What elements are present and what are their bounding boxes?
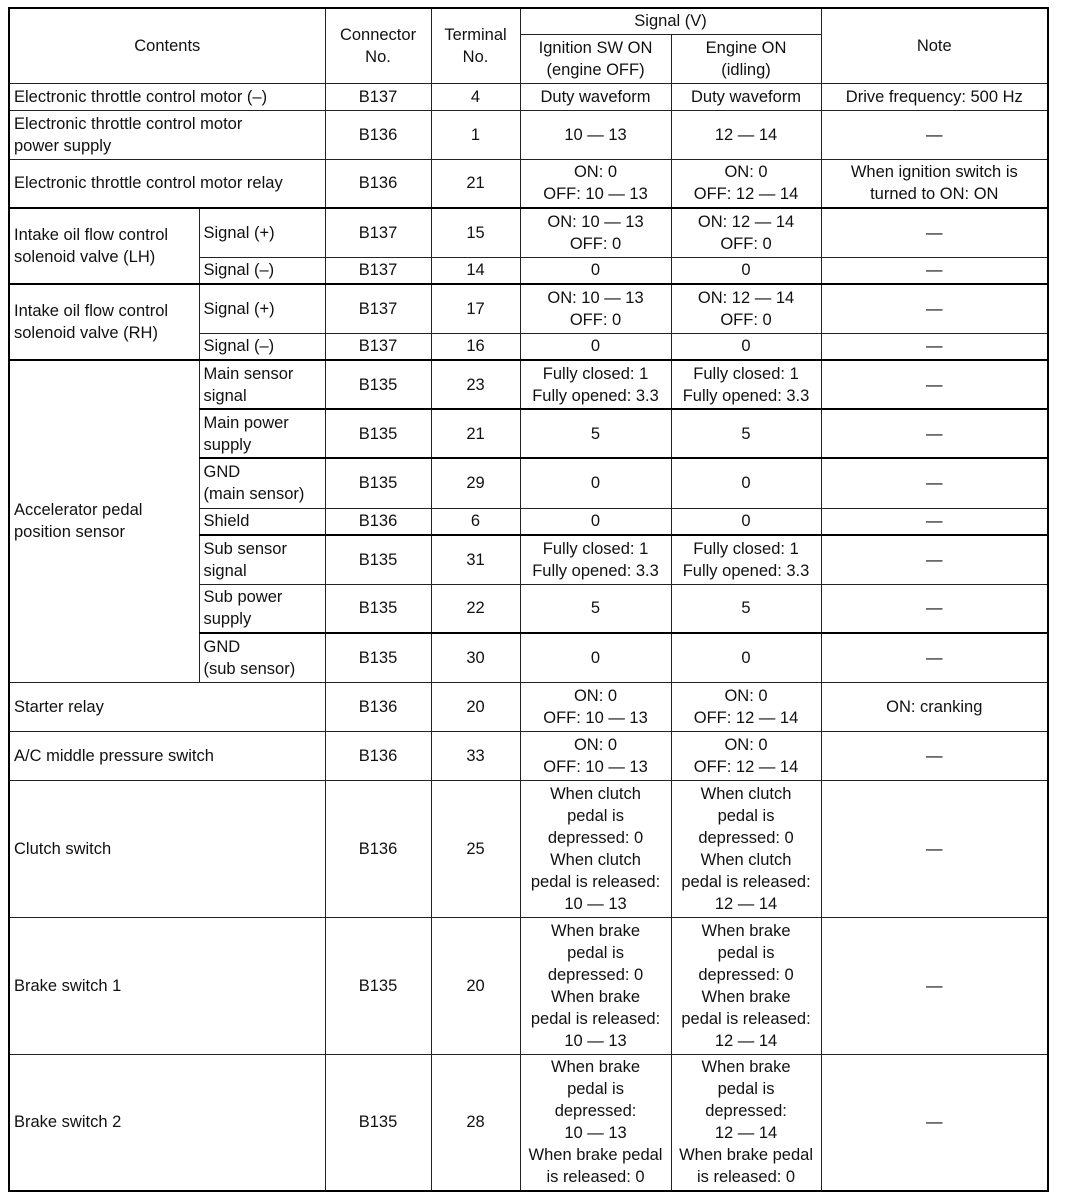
connector-cell: B135 — [325, 458, 431, 508]
engine-on-cell: ON: 12 — 14 OFF: 0 — [671, 284, 821, 333]
note-cell: — — [821, 508, 1048, 535]
terminal-signal-table — [8, 7, 1049, 1192]
connector-cell: B136 — [325, 159, 431, 208]
ign-on-cell: 5 — [520, 409, 671, 458]
sub-item-cell: Main power supply — [199, 409, 325, 458]
ign-on-cell: Fully closed: 1 Fully opened: 3.3 — [520, 360, 671, 409]
terminal-cell: 6 — [431, 508, 520, 535]
note-cell: — — [821, 633, 1048, 682]
sub-item-cell: Sub power supply — [199, 584, 325, 633]
note-cell: — — [821, 360, 1048, 409]
ign-on-cell: ON: 10 — 13 OFF: 0 — [520, 208, 671, 257]
terminal-cell: 4 — [431, 83, 520, 110]
ign-on-cell: ON: 0 OFF: 10 — 13 — [520, 682, 671, 731]
engine-on-cell: 0 — [671, 458, 821, 508]
ign-on-cell: 0 — [520, 633, 671, 682]
engine-on-cell: 0 — [671, 508, 821, 535]
sub-item-cell: GND (main sensor) — [199, 458, 325, 508]
connector-cell: B136 — [325, 731, 431, 780]
engine-on-cell: 0 — [671, 633, 821, 682]
note-cell: Drive frequency: 500 Hz — [821, 83, 1048, 110]
contents-cell: Starter relay — [9, 682, 325, 731]
connector-cell: B137 — [325, 284, 431, 333]
engine-on-cell: ON: 0 OFF: 12 — 14 — [671, 159, 821, 208]
header-contents: Contents — [9, 8, 325, 83]
connector-cell: B136 — [325, 780, 431, 917]
header-row-1 — [9, 8, 1048, 34]
ign-on-cell: 10 — 13 — [520, 110, 671, 159]
sub-item-cell: Signal (–) — [199, 257, 325, 284]
terminal-cell: 29 — [431, 458, 520, 508]
terminal-cell: 20 — [431, 917, 520, 1054]
note-cell: — — [821, 780, 1048, 917]
table-row — [9, 360, 1048, 409]
connector-cell: B135 — [325, 360, 431, 409]
terminal-cell: 31 — [431, 535, 520, 584]
terminal-cell: 22 — [431, 584, 520, 633]
table-row — [9, 780, 1048, 917]
ign-on-cell: ON: 0 OFF: 10 — 13 — [520, 731, 671, 780]
table-row — [9, 682, 1048, 731]
terminal-cell: 23 — [431, 360, 520, 409]
header-terminal: Terminal No. — [431, 8, 520, 83]
note-cell: — — [821, 458, 1048, 508]
connector-cell: B137 — [325, 333, 431, 360]
terminal-cell: 17 — [431, 284, 520, 333]
sub-item-cell: Sub sensor signal — [199, 535, 325, 584]
engine-on-cell: ON: 0 OFF: 12 — 14 — [671, 682, 821, 731]
sub-item-cell: Shield — [199, 508, 325, 535]
table-row — [9, 208, 1048, 257]
header-ign-on: Ignition SW ON (engine OFF) — [520, 34, 671, 83]
contents-cell: A/C middle pressure switch — [9, 731, 325, 780]
terminal-cell: 20 — [431, 682, 520, 731]
contents-cell: Electronic throttle control motor power supply — [9, 110, 325, 159]
note-cell: — — [821, 584, 1048, 633]
note-cell: — — [821, 333, 1048, 360]
terminal-cell: 14 — [431, 257, 520, 284]
terminal-cell: 16 — [431, 333, 520, 360]
ign-on-cell: Duty waveform — [520, 83, 671, 110]
sub-item-cell: Signal (+) — [199, 208, 325, 257]
engine-on-cell: Fully closed: 1 Fully opened: 3.3 — [671, 360, 821, 409]
connector-cell: B136 — [325, 110, 431, 159]
ign-on-cell: When brake pedal is depressed: 10 — 13 When brake pedal is released: 0 — [520, 1054, 671, 1191]
contents-cell: Brake switch 2 — [9, 1054, 325, 1191]
terminal-cell: 15 — [431, 208, 520, 257]
ign-on-cell: 0 — [520, 458, 671, 508]
engine-on-cell: When brake pedal is depressed: 0 When brake pedal is released: 12 — 14 — [671, 917, 821, 1054]
note-cell: — — [821, 110, 1048, 159]
note-cell: When ignition switch is turned to ON: ON — [821, 159, 1048, 208]
contents-cell: Electronic throttle control motor (–) — [9, 83, 325, 110]
terminal-cell: 30 — [431, 633, 520, 682]
sub-item-cell: Signal (–) — [199, 333, 325, 360]
header-connector: Connector No. — [325, 8, 431, 83]
contents-cell: Accelerator pedal position sensor — [9, 360, 199, 682]
note-cell: — — [821, 731, 1048, 780]
contents-cell: Brake switch 1 — [9, 917, 325, 1054]
note-cell: — — [821, 208, 1048, 257]
connector-cell: B135 — [325, 409, 431, 458]
ign-on-cell: When brake pedal is depressed: 0 When brake pedal is released: 10 — 13 — [520, 917, 671, 1054]
terminal-cell: 21 — [431, 409, 520, 458]
engine-on-cell: ON: 12 — 14 OFF: 0 — [671, 208, 821, 257]
note-cell: — — [821, 1054, 1048, 1191]
engine-on-cell: 0 — [671, 257, 821, 284]
table-row — [9, 1054, 1048, 1191]
connector-cell: B137 — [325, 208, 431, 257]
connector-cell: B135 — [325, 535, 431, 584]
ign-on-cell: When clutch pedal is depressed: 0 When clutch pedal is released: 10 — 13 — [520, 780, 671, 917]
engine-on-cell: 12 — 14 — [671, 110, 821, 159]
table-row — [9, 284, 1048, 333]
terminal-cell: 28 — [431, 1054, 520, 1191]
connector-cell: B135 — [325, 917, 431, 1054]
table-row — [9, 917, 1048, 1054]
table-row — [9, 83, 1048, 110]
engine-on-cell: 0 — [671, 333, 821, 360]
sub-item-cell: Signal (+) — [199, 284, 325, 333]
terminal-cell: 1 — [431, 110, 520, 159]
engine-on-cell: Duty waveform — [671, 83, 821, 110]
engine-on-cell: Fully closed: 1 Fully opened: 3.3 — [671, 535, 821, 584]
ign-on-cell: 0 — [520, 508, 671, 535]
ign-on-cell: Fully closed: 1 Fully opened: 3.3 — [520, 535, 671, 584]
ign-on-cell: 5 — [520, 584, 671, 633]
header-signal: Signal (V) — [520, 8, 821, 34]
engine-on-cell: When brake pedal is depressed: 12 — 14 When brake pedal is released: 0 — [671, 1054, 821, 1191]
connector-cell: B135 — [325, 633, 431, 682]
sub-item-cell: GND (sub sensor) — [199, 633, 325, 682]
terminal-cell: 33 — [431, 731, 520, 780]
contents-cell: Intake oil flow control solenoid valve (LH) — [9, 208, 199, 284]
note-cell: — — [821, 257, 1048, 284]
contents-cell: Electronic throttle control motor relay — [9, 159, 325, 208]
engine-on-cell: 5 — [671, 409, 821, 458]
note-cell: — — [821, 284, 1048, 333]
connector-cell: B135 — [325, 584, 431, 633]
terminal-cell: 25 — [431, 780, 520, 917]
note-cell: — — [821, 535, 1048, 584]
terminal-cell: 21 — [431, 159, 520, 208]
table-row — [9, 110, 1048, 159]
sub-item-cell: Main sensor signal — [199, 360, 325, 409]
contents-cell: Intake oil flow control solenoid valve (RH) — [9, 284, 199, 360]
ign-on-cell: 0 — [520, 333, 671, 360]
connector-cell: B136 — [325, 682, 431, 731]
engine-on-cell: When clutch pedal is depressed: 0 When clutch pedal is released: 12 — 14 — [671, 780, 821, 917]
connector-cell: B135 — [325, 1054, 431, 1191]
header-note: Note — [821, 8, 1048, 83]
note-cell: ON: cranking — [821, 682, 1048, 731]
ign-on-cell: ON: 10 — 13 OFF: 0 — [520, 284, 671, 333]
connector-cell: B137 — [325, 257, 431, 284]
contents-cell: Clutch switch — [9, 780, 325, 917]
table-row — [9, 731, 1048, 780]
connector-cell: B137 — [325, 83, 431, 110]
table-row — [9, 159, 1048, 208]
note-cell: — — [821, 917, 1048, 1054]
header-engine-on: Engine ON (idling) — [671, 34, 821, 83]
engine-on-cell: 5 — [671, 584, 821, 633]
connector-cell: B136 — [325, 508, 431, 535]
engine-on-cell: ON: 0 OFF: 12 — 14 — [671, 731, 821, 780]
note-cell: — — [821, 409, 1048, 458]
ign-on-cell: 0 — [520, 257, 671, 284]
ign-on-cell: ON: 0 OFF: 10 — 13 — [520, 159, 671, 208]
